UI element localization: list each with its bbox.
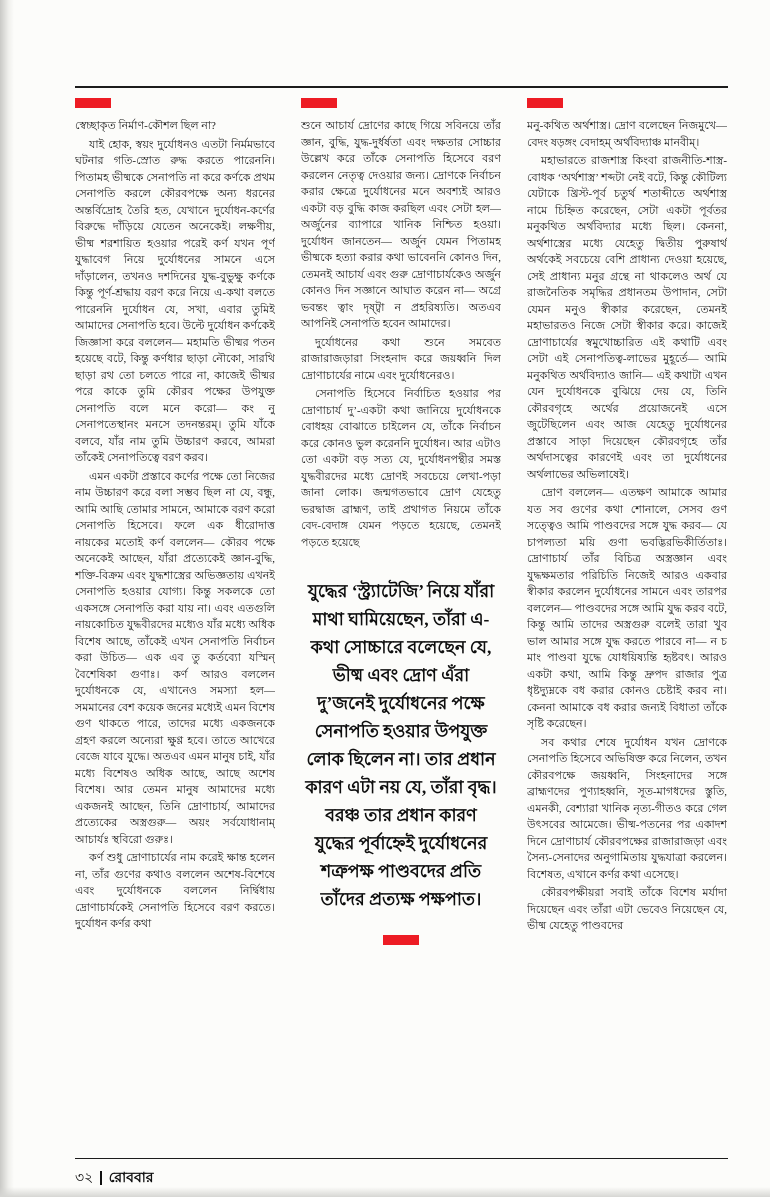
article-paragraph: কর্ণ শুধু দ্রোণাচার্যের নাম করেই ক্ষান্ত হলেন না, তাঁর গুণের কথাও বললেন অশেষ-বিশেষে এবং দুর্যোধনকে বললেন নির্দ্বিধায় দ্রোণাচার্যকেই সেনাপতি হিসেবে বরণ করতে। দুর্যোধন কর্ণর কথা <box>75 852 275 930</box>
column-right <box>527 96 727 1154</box>
article-paragraph: এমন একটা প্রস্তাবে কর্ণের পক্ষে তো নিজের নাম উচ্চারণ করে বলা সম্ভব ছিল না যে, বন্ধু, আমি আছি তোমার সামনে, আমাকে বরণ করো সেনাপতি হিসেবে। ফলে এক ধীরোদাত্ত নায়কের মতোই কর্ণ বললেন— কৌরব পক্ষে অনেকেই আছেন, যাঁরা প্রত্যেকেই জ্ঞান-বুদ্ধি, শক্তি-বিক্রম এবং যুদ্ধশাস্ত্রের অভিজ্ঞতায় এখনই সেনাপতি হওয়ার যোগ্য। কিন্তু সকলকে তো একসঙ্গে সেনাপতি করা যায় না। এবং এতগুলি নায়কোচিত যুদ্ধবীরদের মধ্যেও যাঁর মধ্যে অধিক বিশেষ আছে, তাঁকেই এখন সেনাপতি নির্বাচন করা উচিত— এক এব তু কর্তব্যো যস্মিন্ বৈশেষিকা গুণাঃ। কর্ণ আরও বললেন দুর্যোধনকে যে, এখানেও সমস্যা হল— সমমানের বেশ কয়েক জনের মধ্যেই এমন বিশেষ গুণ থাকতে পারে, তাদের মধ্যে একজনকে গ্রহণ করলে অন্যেরা ক্ষুণ্ণ হবে। তাতে আখেরে বেজে যাবে যুদ্ধে। অতএব এমন মানুষ চাই, যাঁর মধ্যে বিশেষও অধিক আছে, আছে অশেষ বিশেষ। আর তেমন মানুষ আমাদের মধ্যে একজনই আছেন, তিনি দ্রোণাচার্য, আমাদের প্রত্যেকের অস্ত্রগুরু— অয়ং সর্বযোধানাম্ আচার্যঃ স্থবিরো গুরুঃ। <box>75 470 275 846</box>
page-edge-shadow-left <box>0 0 14 1197</box>
red-section-marker <box>301 98 337 108</box>
footer-rule <box>75 1158 728 1159</box>
article-paragraph: কৌরবপক্ষীয়রা সবাই তাঁকে বিশেষ মর্যাদা দিয়েছেন এবং তাঁরা এটা ভেবেও নিয়েছেন যে, ভীষ্ম যেহেতু পাণ্ডবদের <box>527 887 727 932</box>
publication-name: রোববার <box>108 1171 154 1186</box>
article-columns <box>75 96 728 1154</box>
column-left <box>75 96 275 1154</box>
page-number: ৩২ <box>75 1171 94 1186</box>
red-section-marker <box>75 98 111 108</box>
footer-divider <box>100 1171 102 1185</box>
article-paragraph: স্বেচ্ছাকৃত নির্মাণ-কৌশল ছিল না? <box>75 120 216 132</box>
article-paragraph: সেনাপতি হিসেবে নির্বাচিত হওয়ার পর দ্রোণাচার্য দু’-একটা কথা জানিয়ে দুর্যোধনকে বোধহয় বোঝাতে চাইলেন যে, তাঁকে নির্বাচন করে কোনও ভুল করেননি দুর্যোধন। আর এটাও তো একটা বড় সত্য যে, দুর্যোধনপন্থীর সমস্ত যুদ্ধবীরদের মধ্যে দ্রোণই সবচেয়ে লেখা-পড়া জানা লোক। জন্মগতভাবে দ্রোণ যেহেতু ভরদ্বাজ ব্রাহ্মণ, তাই প্রথাগত নিয়মে তাঁকে বেদ-বেদাঙ্গ যেমন পড়তে হয়েছে, তেমনই পড়তে হয়েছে <box>301 388 501 549</box>
top-rule <box>75 86 728 88</box>
article-paragraph: সব কথার শেষে দুর্যোধন যখন দ্রোণকে সেনাপতি হিসেবে অভিষিক্ত করে নিলেন, তখন কৌরবপক্ষে জয়ধ্বনি, সিংহনাদের সঙ্গে ব্রাহ্মণদের পুণ্যাহধ্বনি, সূত-মাগধদের স্তুতি, এমনকী, বেশ্যারা খানিক নৃত্য-গীতও করে গেল উৎসবের আমেজে। ভীষ্ম-পতনের পর একাদশ দিনে দ্রোণাচার্য কৌরবপক্ষের রাজারাজড়া এবং সৈন্য-সেনাদের অনুগামিতায় যুদ্ধযাত্রা করলেন। বিশেষত, এখানে কর্ণর কথা এসেছে। <box>527 736 727 881</box>
pull-quote: যুদ্ধের ‘স্ট্র্যাটেজি’ নিয়ে যাঁরা মাথা ঘামিয়েছেন, তাঁরা এ-কথা সোচ্চারে বলেছেন যে, ভীষ্ম এবং দ্রোণ এঁরা দু’জনেই দুর্যোধনের পক্ষে সেনাপতি হওয়ার উপযুক্ত লোক ছিলেন না। তার প্রধান কারণ এটা নয় যে, তাঁরা বৃদ্ধ। বরঞ্চ তার প্রধান কারণ যুদ্ধের পূর্বাহ্নেই দুর্যোধনের শত্রুপক্ষ পাণ্ডবদের প্রতি তাঁদের প্রত্যক্ষ পক্ষপাত। <box>305 581 497 909</box>
column-middle <box>301 96 501 1154</box>
page-footer <box>75 1166 154 1190</box>
article-paragraph: মহাভারতে রাজশাস্ত্র কিংবা রাজনীতি-শাস্ত্র-বোধক ‘অর্থশাস্ত্র’ শব্দটা নেই বটে, কিন্তু কৌটিল্য যেটাকে খ্রিস্ট-পূর্ব চতুর্থ শতাব্দীতে অর্থশাস্ত্র নামে চিহ্নিত করেছেন, সেটা একটা পূর্বতর মনুকথিত অর্থবিদ্যার মধ্যে ছিল। কেননা, অর্থশাস্ত্রের মধ্যে যেহেতু দ্বিতীয় পুরুষার্থ অর্থকেই সবচেয়ে বেশি প্রাধান্য দেওয়া হয়েছে, সেই প্রাধান্য মনুর গ্রন্থে না থাকলেও অর্থ যে রাজনৈতিক সমৃদ্ধির প্রধানতম উপাদান, সেটা যেমন মনুও স্বীকার করেছেন, তেমনই মহাভারতও নিজে সেটা স্বীকার করে। কাজেই দ্রোণাচার্যের স্বমুখোচ্চারিত এই কথাটি এবং সেটা এই সেনাপতিত্ব-লাভের মুহূর্তে— আমি মনুকথিত অর্থবিদ্যাও জানি— এই কথাটা এখন যেন দুর্যোধনকে বুঝিয়ে দেয় যে, তিনি কৌরবগৃহে অর্থের প্রয়োজনেই এসে জুটেছিলেন এবং আজ যেহেতু দুর্যোধনের প্রস্তাবে সাড়া দিয়েছেন কৌরবগৃহে তাঁর অর্থদাসত্বের কারণেই এবং তা দুর্যোধনের অর্থলাভের অভিলাষেই। <box>527 155 727 481</box>
red-section-marker <box>383 935 419 945</box>
article-paragraph: দুর্যোধনের কথা শুনে সমবেত রাজারাজড়ারা সিংহনাদ করে জয়ধ্বনি দিল দ্রোণাচার্যের নামে এবং দুর্যোধনেরও। <box>301 336 501 382</box>
article-paragraph: মনু-কথিত অর্থশাস্ত্র। দ্রোণ বলেছেন নিজমুখে— বেদং ষড়ঙ্গং বেদাহম্ অর্থবিদ্যাঞ্চ মানবীম্। <box>527 120 727 149</box>
red-section-marker <box>527 98 563 108</box>
article-paragraph: যাই হোক, স্বয়ং দুর্যোধনও এতটা নির্মমভাবে ঘটনার গতি-স্রোত রুদ্ধ করতে পারেননি। পিতামহ ভীষ্মকে সেনাপতি না করে কর্ণকে প্রথম সেনাপতি করলে কৌরবপক্ষে অন্য ধরনের অন্তর্বিদ্রোহ তৈরি হত, যেখানে দুর্যোধন-কর্ণের বিরুদ্ধে দাঁড়িয়ে যেতেন অনেকেই। লক্ষণীয়, ভীষ্ম শরশায়িত হওয়ার পরেই কর্ণ যখন পূর্ণ যুদ্ধাবেগ নিয়ে দুর্যোধনের সামনে এসে দাঁড়ালেন, তখনও দশদিনের যুদ্ধ-বুভুক্ষু কর্ণকে কিন্তু পূর্ণ-শ্রদ্ধায় বরণ করে নিয়ে এ-কথা বলতে পারেননি দুর্যোধন যে, সখা, এবার তুমিই আমাদের সেনাপতি হবে। উল্টে দুর্যোধন কর্ণকেই জিজ্ঞাসা করে বললেন— মহামতি ভীষ্মর পতন হয়েছে বটে, কিন্তু কর্ণধার ছাড়া নৌকো, সারথি ছাড়া রথ তো চলতে পারে না, কাজেই ভীষ্মর পরে কাকে তুমি কৌরব পক্ষের উপযুক্ত সেনাপতি বলে মনে করো— কং নু সেনাপতেস্থানং মনসে তদনন্তরম্। তুমি যাঁকে বলবে, যাঁর নাম তুমি উচ্চারণ করবে, আমরা তাঁকেই সেনাপতিত্বে বরণ করব। <box>75 138 275 464</box>
article-paragraph: শুনে আচার্য দ্রোণের কাছে গিয়ে সবিনয়ে তাঁর জ্ঞান, বুদ্ধি, যুদ্ধ-দুর্ধর্ষতা এবং দক্ষতার সোচ্চার উল্লেখ করে তাঁকে সেনাপতি হিসেবে বরণ করলেন নেতৃত্ব দেওয়ার জন্য। দ্রোণকে নির্বাচন করার ক্ষেত্রে দুর্যোধনের মনে অবশ্যই আরও একটা বড় বুদ্ধি কাজ করছিল এবং সেটা হল— অর্জুনের ব্যাপারে খানিক নিশ্চিত হওয়া। দুর্যোধন জানতেন— অর্জুন যেমন পিতামহ ভীষ্মকে হত্যা করার কথা ভাবেননি কোনও দিন, তেমনই আচার্য এবং গুরু দ্রোণাচার্যকেও অর্জুন কোনও দিন সজ্ঞানে আঘাত করেন না— অগ্রে ভবন্তং ত্বাং দৃষ্ট্বা ন প্রহরিষ্যতি। অতএব আপনিই সেনাপতি হবেন আমাদের। <box>301 120 501 330</box>
article-paragraph: দ্রোণ বললেন— এতক্ষণ আমাকে আমার যত সব গুণের কথা শোনালে, সেসব গুণ সত্ত্বেও আমি পাণ্ডবদের সঙ্গে যুদ্ধ করব— যে চাপল্যতা ময়ি গুণা ভবদ্ভিরভিকীর্তিতাঃ। দ্রোণাচার্য তাঁর বিচিত্র অস্ত্রজ্ঞান এবং যুদ্ধক্ষমতার পরিচিতি নিজেই আরও একবার স্বীকার করলেন দুর্যোধনের সামনে এবং তারপর বললেন— পাণ্ডবদের সঙ্গে আমি যুদ্ধ করব বটে, কিন্তু আমি তাদের অস্ত্রগুরু বলেই তারা খুব ভাল আমার সঙ্গে যুদ্ধ করতে পারবে না— ন চ মাং পাণ্ডবা যুদ্ধে যোধয়িষ্যন্তি হৃষ্টবৎ। আরও একটা কথা, আমি কিন্তু দ্রুপদ রাজার পুত্র ধৃষ্টদ্যুম্নকে বধ করার কোনও চেষ্টাই করব না। কেননা আমাকে বধ করার জন্যই বিধাতা তাঁকে সৃষ্টি করেছেন। <box>527 487 727 730</box>
